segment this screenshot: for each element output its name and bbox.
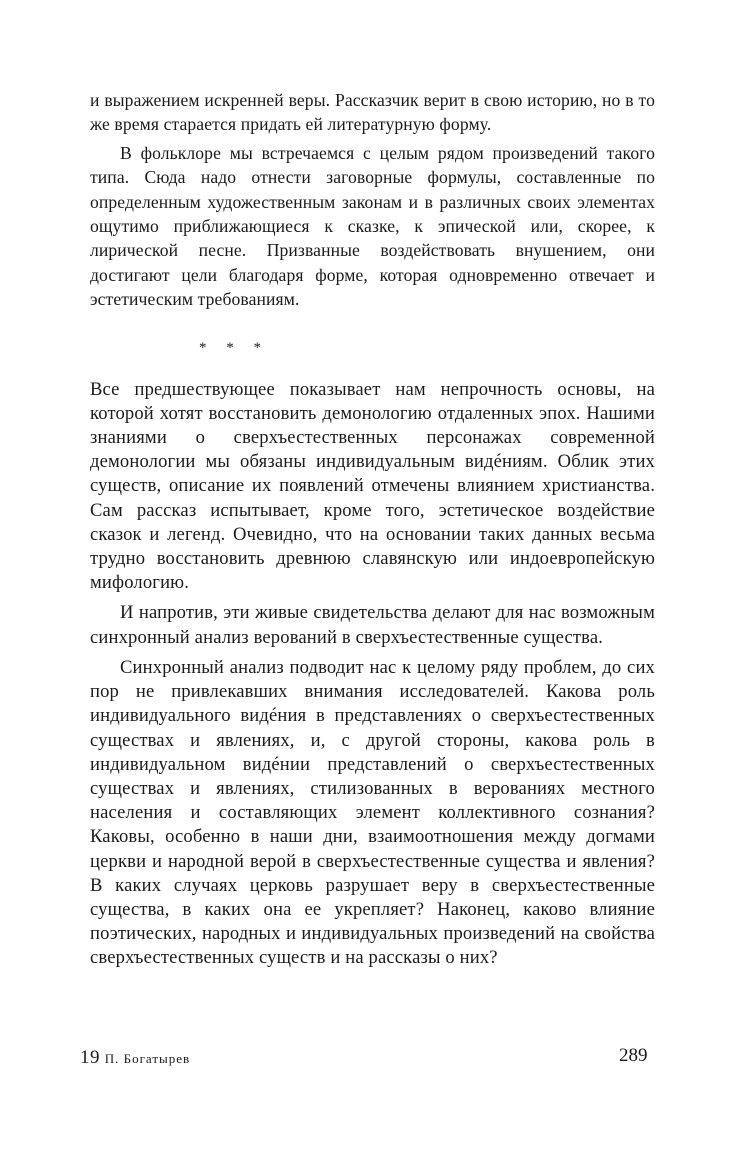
printer-signature <box>80 1047 190 1069</box>
paragraph: В фольклоре мы встречаемся с целым рядом произведений такого типа. Сюда надо отнести заговорные формулы, составленные по определенным художественным законам и в различных своих элементах ощутимо приближающиеся к сказке, к эпической или, скорее, к лирической песне. Призванные воздействовать внушением, они достигают цели благодаря форме, которая одновременно отвечает и эстетическим требованиям. <box>90 142 655 310</box>
page-number: 289 <box>619 1045 648 1066</box>
section-separator: * * * <box>199 339 269 356</box>
paragraph: и выражением искренней веры. Рассказчик верит в свою историю, но в то же время старается придать ей литературную форму. <box>90 90 655 135</box>
paragraph: Синхронный анализ подводит нас к целому ряду проблем, до сих пор не привлекавших внимания исследователей. Какова роль индивидуального видéния в представлениях о сверхъестественных существах и явлениях, и, с другой стороны, какова роль в индивидуальном видéнии представлений о сверхъестественных существах и явлениях, стилизованных в верованиях местного населения и составляющих элемент коллективного сознания? Каковы, особенно в наши дни, взаимоотношения между догмами церкви и народной верой в сверхъестественные существа и явления? В каких случаях церковь разрушает веру в сверхъестественные существа, в каких она ее укрепляет? Наконец, каково влияние поэтических, народных и индивидуальных произведений на свойства сверхъестественных существ и на рассказы о них? <box>90 656 655 969</box>
page-body <box>90 88 655 971</box>
signature-number: 19 <box>80 1047 100 1068</box>
paragraph: И напротив, эти живые свидетельства делают для нас возможным синхронный анализ верований в сверхъестественные существа. <box>90 602 655 648</box>
signature-author: П. Богатырев <box>104 1051 191 1066</box>
paragraph: Все предшествующее показывает нам непрочность основы, на которой хотят восстановить демонологию отдаленных эпох. Нашими знаниями о сверхъестественных персонажах современной демонологии мы обязаны индивидуальным видéниям. Облик этих существ, описание их появлений отмечены влиянием христианства. Сам рассказ испытывает, кроме того, эстетическое воздействие сказок и легенд. Очевидно, что на основании таких данных весьма трудно восстановить древнюю славянскую или индоевропейскую мифологию. <box>90 378 655 594</box>
